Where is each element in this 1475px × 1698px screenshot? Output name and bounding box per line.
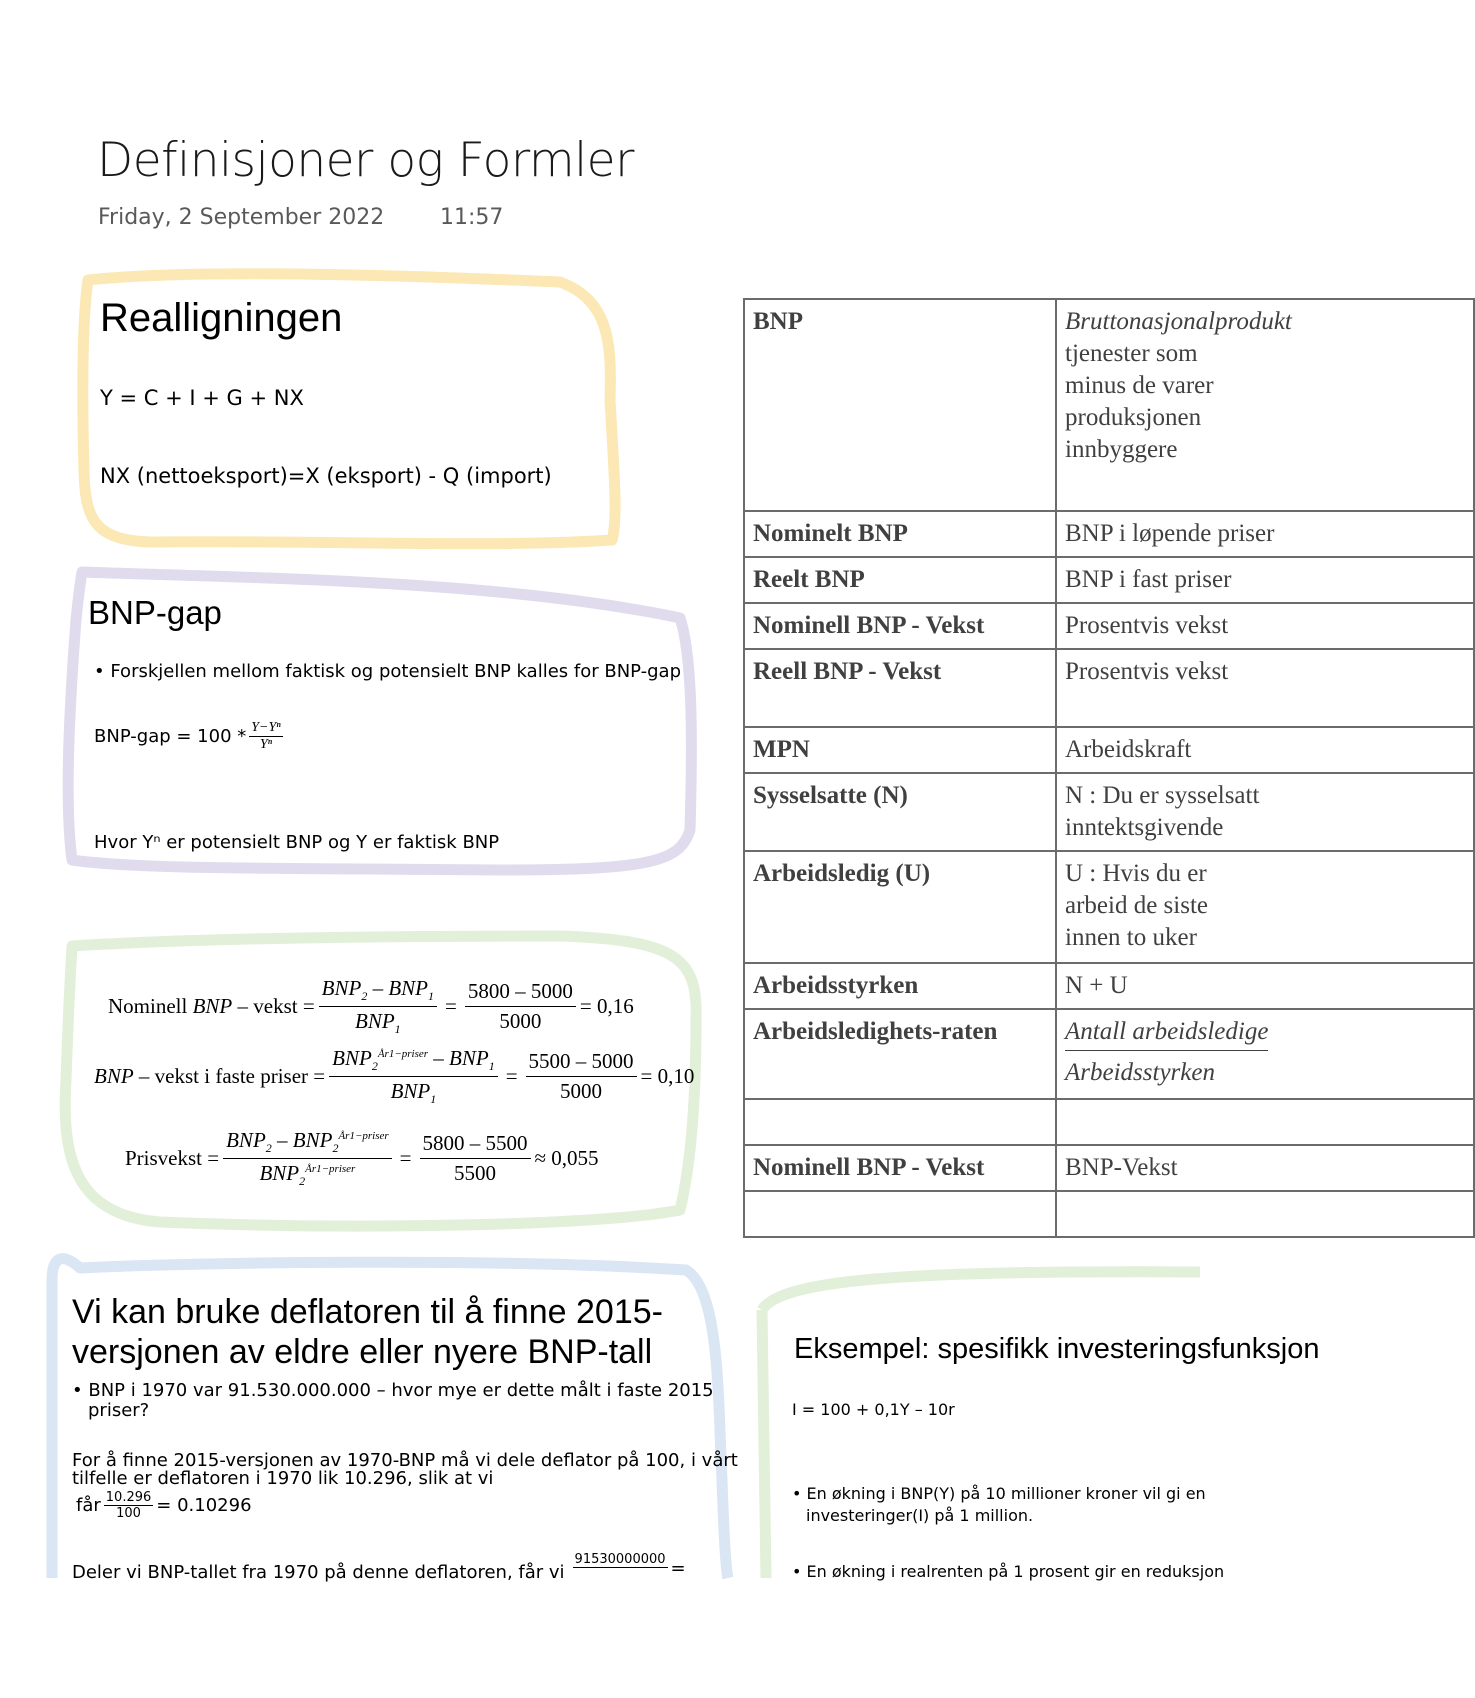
table-desc-cell bbox=[1056, 557, 1474, 603]
fixed-label: – vekst i faste priser = bbox=[138, 1064, 326, 1089]
bnp-gap-fraction bbox=[249, 720, 282, 753]
desc-line: Prosentvis vekst bbox=[1065, 658, 1229, 685]
green-outline-right-side bbox=[762, 1310, 766, 1578]
bnp-gap-heading: BNP-gap bbox=[88, 594, 222, 631]
table-desc-cell bbox=[1056, 299, 1474, 511]
nominal-label: Nominell bbox=[108, 994, 188, 1019]
table-desc-cell bbox=[1056, 727, 1474, 773]
investment-heading: Eksempel: spesifikk investeringsfunksjon bbox=[794, 1333, 1320, 1365]
bnp-gap-bullet: • Forskjellen mellom faktisk og potensielt BNP kalles for BNP-gap bbox=[94, 661, 681, 682]
bnp-gap-formula bbox=[94, 720, 286, 753]
page-date: Friday, 2 September 2022 bbox=[98, 205, 385, 230]
deflator-bullet-line2: priser? bbox=[88, 1400, 150, 1421]
desc-line: tjenester som bbox=[1065, 340, 1198, 367]
deflator-last-line-clip bbox=[72, 1552, 732, 1583]
fixed-den-values: 5000 bbox=[560, 1079, 603, 1104]
nominal-num-values: 5800 – 5000 bbox=[465, 979, 576, 1007]
table-row bbox=[744, 851, 1474, 963]
last-fraction bbox=[573, 1552, 668, 1583]
investment-bullet1-line2: investeringer(I) på 1 million. bbox=[806, 1506, 1034, 1525]
desc-line: N : Du er sysselsatt bbox=[1065, 782, 1260, 809]
table-term-cell: Arbeidsledighets-raten bbox=[744, 1009, 1056, 1099]
price-den-values: 5500 bbox=[454, 1161, 497, 1186]
price-label: Prisvekst = bbox=[125, 1146, 220, 1171]
fixed-symbolic-fraction: $\frac{BNP_2^{År1-priser} - BNP_1}{BNP_1}$ bbox=[329, 1046, 498, 1107]
nominal-growth-formula: Nominell BNP – vekst = $\frac{BNP_2 - BNP_1}{BNP_1}$ = $\frac{5800 - 5000}{5000}$ = 0,16 bbox=[108, 976, 634, 1037]
table-term-cell: Nominell BNP - Vekst bbox=[744, 603, 1056, 649]
realligningen-equation: Y = C + I + G + NX bbox=[100, 386, 304, 410]
desc-line: Arbeidskraft bbox=[1065, 736, 1192, 763]
deflator-last-line: Deler vi BNP-tallet fra 1970 på denne deflatoren, får vi bbox=[72, 1562, 565, 1583]
desc-line: innen to uker bbox=[1065, 924, 1197, 951]
far-den: 100 bbox=[116, 1506, 141, 1521]
table-row bbox=[744, 963, 1474, 1009]
desc-fraction-den: Arbeidsstyrken bbox=[1065, 1059, 1215, 1086]
fixed-price-growth-formula: BNP – vekst i faste priser = $\frac{BNP_2^{År1-priser} - BNP_1}{BNP_1}$ = $\frac{5500 - 5000}{5000}$ = 0,10 bbox=[94, 1046, 695, 1107]
desc-line: BNP i løpende priser bbox=[1065, 520, 1275, 547]
investment-bullet2-clip bbox=[792, 1562, 1225, 1581]
table-desc-cell bbox=[1056, 1009, 1474, 1099]
desc-line: BNP i fast priser bbox=[1065, 566, 1232, 593]
desc-line: Prosentvis vekst bbox=[1065, 612, 1229, 639]
page-title: Definisjoner og Formler bbox=[97, 133, 634, 188]
investment-equation: I = 100 + 0,1Y – 10r bbox=[792, 1400, 955, 1419]
nominal-numeric-fraction bbox=[465, 979, 576, 1034]
table-desc-cell bbox=[1056, 1191, 1474, 1237]
nominal-suffix: – vekst = bbox=[237, 994, 315, 1019]
desc-line: U : Hvis du er bbox=[1065, 860, 1207, 887]
table-desc-cell bbox=[1056, 603, 1474, 649]
desc-line: produksjonen bbox=[1065, 404, 1202, 431]
table-desc-cell bbox=[1056, 511, 1474, 557]
desc-line: minus de varer bbox=[1065, 372, 1214, 399]
fixed-num-values: 5500 – 5000 bbox=[526, 1049, 637, 1077]
nominal-value: = 0,16 bbox=[579, 994, 634, 1019]
nominal-symbolic-fraction: $\frac{BNP_2 - BNP_1}{BNP_1}$ bbox=[319, 976, 437, 1037]
realligningen-heading: Realligningen bbox=[100, 296, 343, 340]
fixed-value: = 0,10 bbox=[640, 1064, 695, 1089]
table-row bbox=[744, 1145, 1474, 1191]
table-term-cell: BNP bbox=[744, 299, 1056, 511]
fixed-var: BNP bbox=[94, 1064, 134, 1089]
table-row bbox=[744, 1009, 1474, 1099]
price-value: ≈ 0,055 bbox=[534, 1146, 599, 1171]
desc-line: BNP-Vekst bbox=[1065, 1154, 1178, 1181]
table-desc-cell bbox=[1056, 1145, 1474, 1191]
price-numeric-fraction bbox=[420, 1131, 531, 1186]
table-row bbox=[744, 511, 1474, 557]
table-row bbox=[744, 557, 1474, 603]
deflator-heading: Vi kan bruke deflatoren til å finne 2015-versjonen av eldre eller nyere BNP-tall bbox=[72, 1293, 663, 1371]
table-row bbox=[744, 1099, 1474, 1145]
table-desc-cell bbox=[1056, 963, 1474, 1009]
table-desc-cell bbox=[1056, 851, 1474, 963]
deflator-para-line1: For å finne 2015-versjonen av 1970-BNP må vi dele deflator på 100, i vårt bbox=[72, 1450, 738, 1471]
table-term-cell bbox=[744, 1191, 1056, 1237]
table-row bbox=[744, 649, 1474, 727]
table-term-cell: Nominelt BNP bbox=[744, 511, 1056, 557]
price-growth-formula: Prisvekst = $\frac{BNP_2 - BNP_2^{År1-priser}}{BNP_2^{År1-priser}}$ = $\frac{5800 - 5500}{5500}$ ≈ 0,055 bbox=[125, 1128, 599, 1189]
desc-line: inntektsgivende bbox=[1065, 814, 1224, 841]
last-num: 91530000000 bbox=[574, 1552, 666, 1567]
table-term-cell bbox=[744, 1099, 1056, 1145]
table-term-cell: MPN bbox=[744, 727, 1056, 773]
bnp-gap-note: Hvor Yⁿ er potensielt BNP og Y er faktisk BNP bbox=[94, 832, 500, 853]
table-term-cell: Reelt BNP bbox=[744, 557, 1056, 603]
far-result: = 0.10296 bbox=[156, 1495, 252, 1516]
bnp-gap-formula-lhs: BNP-gap = 100 * bbox=[94, 726, 247, 747]
table-term-cell: Nominell BNP - Vekst bbox=[744, 1145, 1056, 1191]
deflator-bullet-line1: • BNP i 1970 var 91.530.000.000 – hvor mye er dette målt i faste 2015 bbox=[72, 1380, 714, 1401]
nx-definition: NX (nettoeksport)=X (eksport) - Q (import) bbox=[100, 464, 552, 488]
price-symbolic-fraction: $\frac{BNP_2 - BNP_2^{År1-priser}}{BNP_2^{År1-priser}}$ bbox=[223, 1128, 392, 1189]
fixed-numeric-fraction bbox=[526, 1049, 637, 1104]
table-desc-cell bbox=[1056, 773, 1474, 851]
table-term-cell: Arbeidsstyrken bbox=[744, 963, 1056, 1009]
table-row bbox=[744, 727, 1474, 773]
definitions-table-container bbox=[743, 298, 1292, 1238]
desc-line: innbyggere bbox=[1065, 436, 1178, 463]
table-term-cell: Sysselsatte (N) bbox=[744, 773, 1056, 851]
table-row bbox=[744, 299, 1474, 511]
nominal-var: BNP bbox=[192, 994, 233, 1019]
bnp-gap-fraction-num: Y−Yⁿ bbox=[251, 720, 281, 735]
definitions-table bbox=[743, 298, 1475, 1238]
page-time: 11:57 bbox=[440, 205, 504, 230]
far-fraction bbox=[104, 1490, 154, 1521]
table-term-cell: Reell BNP - Vekst bbox=[744, 649, 1056, 727]
desc-fraction-num: Antall arbeidsledige bbox=[1065, 1016, 1268, 1051]
table-desc-cell bbox=[1056, 1099, 1474, 1145]
desc-line: Bruttonasjonalprodukt bbox=[1065, 308, 1292, 335]
investment-bullet2: • En økning i realrenten på 1 prosent gir en reduksjon bbox=[792, 1562, 1225, 1581]
investment-bullet1-line1: • En økning i BNP(Y) på 10 millioner kroner vil gi en bbox=[792, 1484, 1206, 1503]
table-row bbox=[744, 773, 1474, 851]
green-outline-right bbox=[762, 1272, 1200, 1310]
nominal-den-values: 5000 bbox=[499, 1009, 542, 1034]
last-eq: = bbox=[670, 1558, 686, 1579]
table-row bbox=[744, 603, 1474, 649]
bnp-gap-fraction-den: Yⁿ bbox=[259, 737, 273, 752]
desc-line: arbeid de siste bbox=[1065, 892, 1209, 919]
desc-line: N + U bbox=[1065, 972, 1128, 999]
far-num: 10.296 bbox=[105, 1490, 152, 1505]
deflator-far-line bbox=[76, 1490, 252, 1521]
table-row bbox=[744, 1191, 1474, 1237]
far-label: får bbox=[76, 1495, 101, 1516]
table-desc-cell bbox=[1056, 649, 1474, 727]
table-term-cell: Arbeidsledig (U) bbox=[744, 851, 1056, 963]
price-num-values: 5800 – 5500 bbox=[420, 1131, 531, 1159]
deflator-para-line2: tilfelle er deflatoren i 1970 lik 10.296, slik at vi bbox=[72, 1468, 494, 1489]
